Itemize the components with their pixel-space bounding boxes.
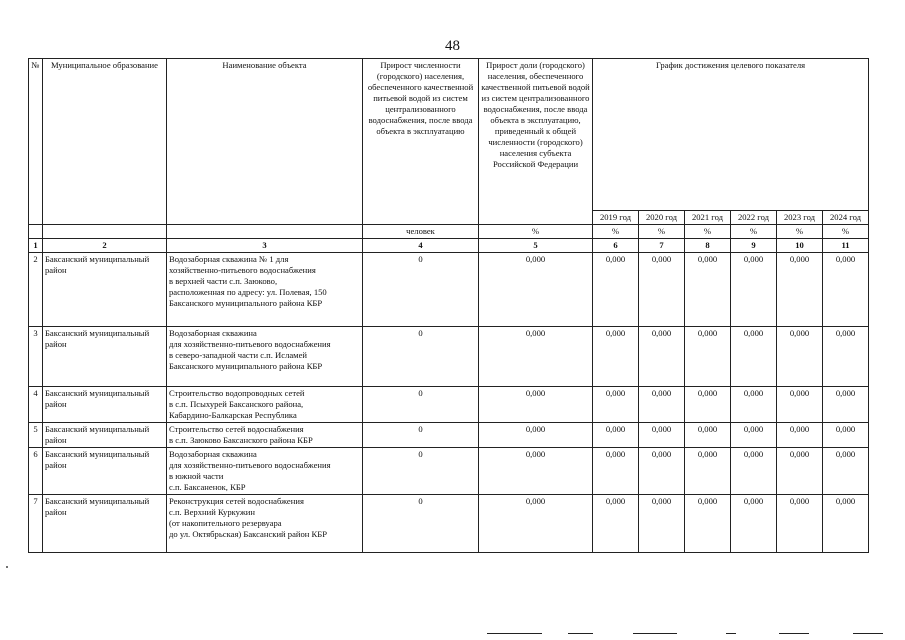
row-year-value: 0,000 bbox=[823, 387, 869, 423]
unit-cell bbox=[167, 225, 363, 239]
row-year-value: 0,000 bbox=[639, 423, 685, 448]
row-year-value: 0,000 bbox=[823, 495, 869, 553]
row-year-value: 0,000 bbox=[639, 495, 685, 553]
table-row bbox=[29, 495, 869, 553]
header-share-growth: Прирост доли (городского) населения, обеспеченного качественной питьевой водой из систем централизованного водоснабжения, после ввода объекта в эксплуатацию, приведенный к общей численности (городского) населения субъекта Российской Федерации bbox=[479, 59, 593, 225]
row-year-value: 0,000 bbox=[639, 327, 685, 387]
header-year: 2019 год bbox=[593, 211, 639, 225]
row-year-value: 0,000 bbox=[777, 495, 823, 553]
footer-line bbox=[633, 633, 677, 634]
row-year-value: 0,000 bbox=[639, 448, 685, 495]
cell-line: в северо-западной части с.п. Исламей bbox=[169, 350, 308, 360]
footer-line bbox=[853, 633, 883, 634]
row-year-value: 0,000 bbox=[593, 327, 639, 387]
header-num: № bbox=[29, 59, 43, 225]
row-municipality bbox=[43, 327, 167, 387]
column-number: 4 bbox=[363, 239, 479, 253]
row-number: 6 bbox=[29, 448, 43, 495]
row-object-name bbox=[167, 448, 363, 495]
row-object-name bbox=[167, 423, 363, 448]
column-numbers-row bbox=[29, 239, 869, 253]
unit-year: % bbox=[777, 225, 823, 239]
cell-line: с.п. Баксаненок, КБР bbox=[169, 482, 246, 492]
row-year-value: 0,000 bbox=[777, 423, 823, 448]
header-population-growth: Прирост численности (городского) населения, обеспеченного качественной питьевой водой из систем централизованного водоснабжения, после ввода объекта в эксплуатацию bbox=[363, 59, 479, 225]
cell-line: район bbox=[45, 339, 67, 349]
table-row bbox=[29, 387, 869, 423]
row-number: 2 bbox=[29, 253, 43, 327]
row-share-value: 0,000 bbox=[479, 423, 593, 448]
column-number: 10 bbox=[777, 239, 823, 253]
unit-year: % bbox=[639, 225, 685, 239]
row-number: 5 bbox=[29, 423, 43, 448]
header-year: 2022 год bbox=[731, 211, 777, 225]
footer-line bbox=[779, 633, 809, 634]
row-number: 4 bbox=[29, 387, 43, 423]
cell-line: Баксанского муниципального района КБР bbox=[169, 298, 323, 308]
row-year-value: 0,000 bbox=[731, 253, 777, 327]
column-number: 1 bbox=[29, 239, 43, 253]
row-year-value: 0,000 bbox=[731, 423, 777, 448]
row-year-value: 0,000 bbox=[685, 495, 731, 553]
column-number: 9 bbox=[731, 239, 777, 253]
row-share-value: 0,000 bbox=[479, 495, 593, 553]
row-year-value: 0,000 bbox=[593, 387, 639, 423]
row-population-value: 0 bbox=[363, 495, 479, 553]
cell-line: в верхней части с.п. Заюково, bbox=[169, 276, 278, 286]
column-number: 7 bbox=[639, 239, 685, 253]
footer-line bbox=[726, 633, 736, 634]
cell-line: в с.п. Заюково Баксанского района КБР bbox=[169, 435, 313, 445]
row-year-value: 0,000 bbox=[685, 448, 731, 495]
row-number: 7 bbox=[29, 495, 43, 553]
cell-line: Водозаборная скважина bbox=[169, 449, 257, 459]
cell-line: Кабардино-Балкарская Республика bbox=[169, 410, 297, 420]
cell-line: район bbox=[45, 460, 67, 470]
row-municipality bbox=[43, 387, 167, 423]
row-year-value: 0,000 bbox=[685, 253, 731, 327]
unit-year: % bbox=[731, 225, 777, 239]
column-number: 5 bbox=[479, 239, 593, 253]
unit-year: % bbox=[593, 225, 639, 239]
header-municipality: Муниципальное образование bbox=[43, 59, 167, 225]
row-year-value: 0,000 bbox=[777, 327, 823, 387]
row-object-name bbox=[167, 253, 363, 327]
scan-mark bbox=[6, 566, 8, 568]
table-row bbox=[29, 327, 869, 387]
row-municipality bbox=[43, 495, 167, 553]
cell-line: Баксанский муниципальный bbox=[45, 328, 150, 338]
cell-line: район bbox=[45, 399, 67, 409]
row-year-value: 0,000 bbox=[593, 423, 639, 448]
row-year-value: 0,000 bbox=[823, 448, 869, 495]
header-schedule: График достижения целевого показателя bbox=[593, 59, 869, 211]
unit-share: % bbox=[479, 225, 593, 239]
cell-line: район bbox=[45, 435, 67, 445]
cell-line: для хозяйственно-питьевого водоснабжения bbox=[169, 339, 331, 349]
cell-line: хозяйственно-питьевого водоснабжения bbox=[169, 265, 316, 275]
target-indicator-table bbox=[28, 58, 869, 553]
row-population-value: 0 bbox=[363, 387, 479, 423]
row-number: 3 bbox=[29, 327, 43, 387]
row-year-value: 0,000 bbox=[685, 387, 731, 423]
row-share-value: 0,000 bbox=[479, 253, 593, 327]
cell-line: в южной части bbox=[169, 471, 224, 481]
row-year-value: 0,000 bbox=[823, 423, 869, 448]
cell-line: Баксанский муниципальный bbox=[45, 388, 150, 398]
cell-line: Баксанский муниципальный bbox=[45, 254, 150, 264]
cell-line: район bbox=[45, 507, 67, 517]
table-row bbox=[29, 448, 869, 495]
row-year-value: 0,000 bbox=[731, 387, 777, 423]
cell-line: район bbox=[45, 265, 67, 275]
column-number: 6 bbox=[593, 239, 639, 253]
cell-line: Баксанский муниципальный bbox=[45, 496, 150, 506]
row-share-value: 0,000 bbox=[479, 327, 593, 387]
cell-line: для хозяйственно-питьевого водоснабжения bbox=[169, 460, 331, 470]
row-year-value: 0,000 bbox=[685, 423, 731, 448]
row-year-value: 0,000 bbox=[777, 253, 823, 327]
row-year-value: 0,000 bbox=[593, 448, 639, 495]
row-municipality bbox=[43, 253, 167, 327]
row-year-value: 0,000 bbox=[823, 253, 869, 327]
row-year-value: 0,000 bbox=[823, 327, 869, 387]
column-number: 8 bbox=[685, 239, 731, 253]
row-year-value: 0,000 bbox=[593, 495, 639, 553]
row-share-value: 0,000 bbox=[479, 448, 593, 495]
row-year-value: 0,000 bbox=[685, 327, 731, 387]
cell-line: в с.п. Псыхурей Баксанского района, bbox=[169, 399, 304, 409]
column-number: 11 bbox=[823, 239, 869, 253]
cell-line: Водозаборная скважина № 1 для bbox=[169, 254, 289, 264]
footer-line bbox=[568, 633, 593, 634]
cell-line: расположенная по адресу: ул. Полевая, 150 bbox=[169, 287, 327, 297]
row-year-value: 0,000 bbox=[731, 327, 777, 387]
cell-line: Водозаборная скважина bbox=[169, 328, 257, 338]
column-number: 3 bbox=[167, 239, 363, 253]
row-year-value: 0,000 bbox=[777, 448, 823, 495]
cell-line: (от накопительного резервуара bbox=[169, 518, 282, 528]
row-municipality bbox=[43, 423, 167, 448]
cell-line: Строительство водопроводных сетей bbox=[169, 388, 305, 398]
row-object-name bbox=[167, 495, 363, 553]
units-row bbox=[29, 225, 869, 239]
row-share-value: 0,000 bbox=[479, 387, 593, 423]
header-year: 2021 год bbox=[685, 211, 731, 225]
table-row bbox=[29, 423, 869, 448]
row-municipality bbox=[43, 448, 167, 495]
row-population-value: 0 bbox=[363, 423, 479, 448]
row-year-value: 0,000 bbox=[731, 448, 777, 495]
row-year-value: 0,000 bbox=[593, 253, 639, 327]
table-row bbox=[29, 253, 869, 327]
cell-line: Баксанского муниципального района КБР bbox=[169, 361, 323, 371]
row-object-name bbox=[167, 327, 363, 387]
column-number: 2 bbox=[43, 239, 167, 253]
cell-line: Реконструкция сетей водоснабжения bbox=[169, 496, 304, 506]
page-number: 48 bbox=[445, 38, 460, 54]
header-object-name: Наименование объекта bbox=[167, 59, 363, 225]
row-year-value: 0,000 bbox=[639, 387, 685, 423]
header-year: 2023 год bbox=[777, 211, 823, 225]
cell-line: до ул. Октябрьская) Баксанский район КБР bbox=[169, 529, 327, 539]
footer-line bbox=[487, 633, 542, 634]
unit-cell bbox=[29, 225, 43, 239]
row-population-value: 0 bbox=[363, 253, 479, 327]
row-object-name bbox=[167, 387, 363, 423]
cell-line: с.п. Верхний Куркужин bbox=[169, 507, 255, 517]
header-year: 2024 год bbox=[823, 211, 869, 225]
header-year: 2020 год bbox=[639, 211, 685, 225]
unit-year: % bbox=[823, 225, 869, 239]
cell-line: Баксанский муниципальный bbox=[45, 424, 150, 434]
unit-year: % bbox=[685, 225, 731, 239]
cell-line: Строительство сетей водоснабжения bbox=[169, 424, 304, 434]
row-year-value: 0,000 bbox=[731, 495, 777, 553]
cell-line: Баксанский муниципальный bbox=[45, 449, 150, 459]
unit-population: человек bbox=[363, 225, 479, 239]
row-population-value: 0 bbox=[363, 448, 479, 495]
row-year-value: 0,000 bbox=[777, 387, 823, 423]
unit-cell bbox=[43, 225, 167, 239]
row-population-value: 0 bbox=[363, 327, 479, 387]
table-body bbox=[29, 253, 869, 553]
row-year-value: 0,000 bbox=[639, 253, 685, 327]
